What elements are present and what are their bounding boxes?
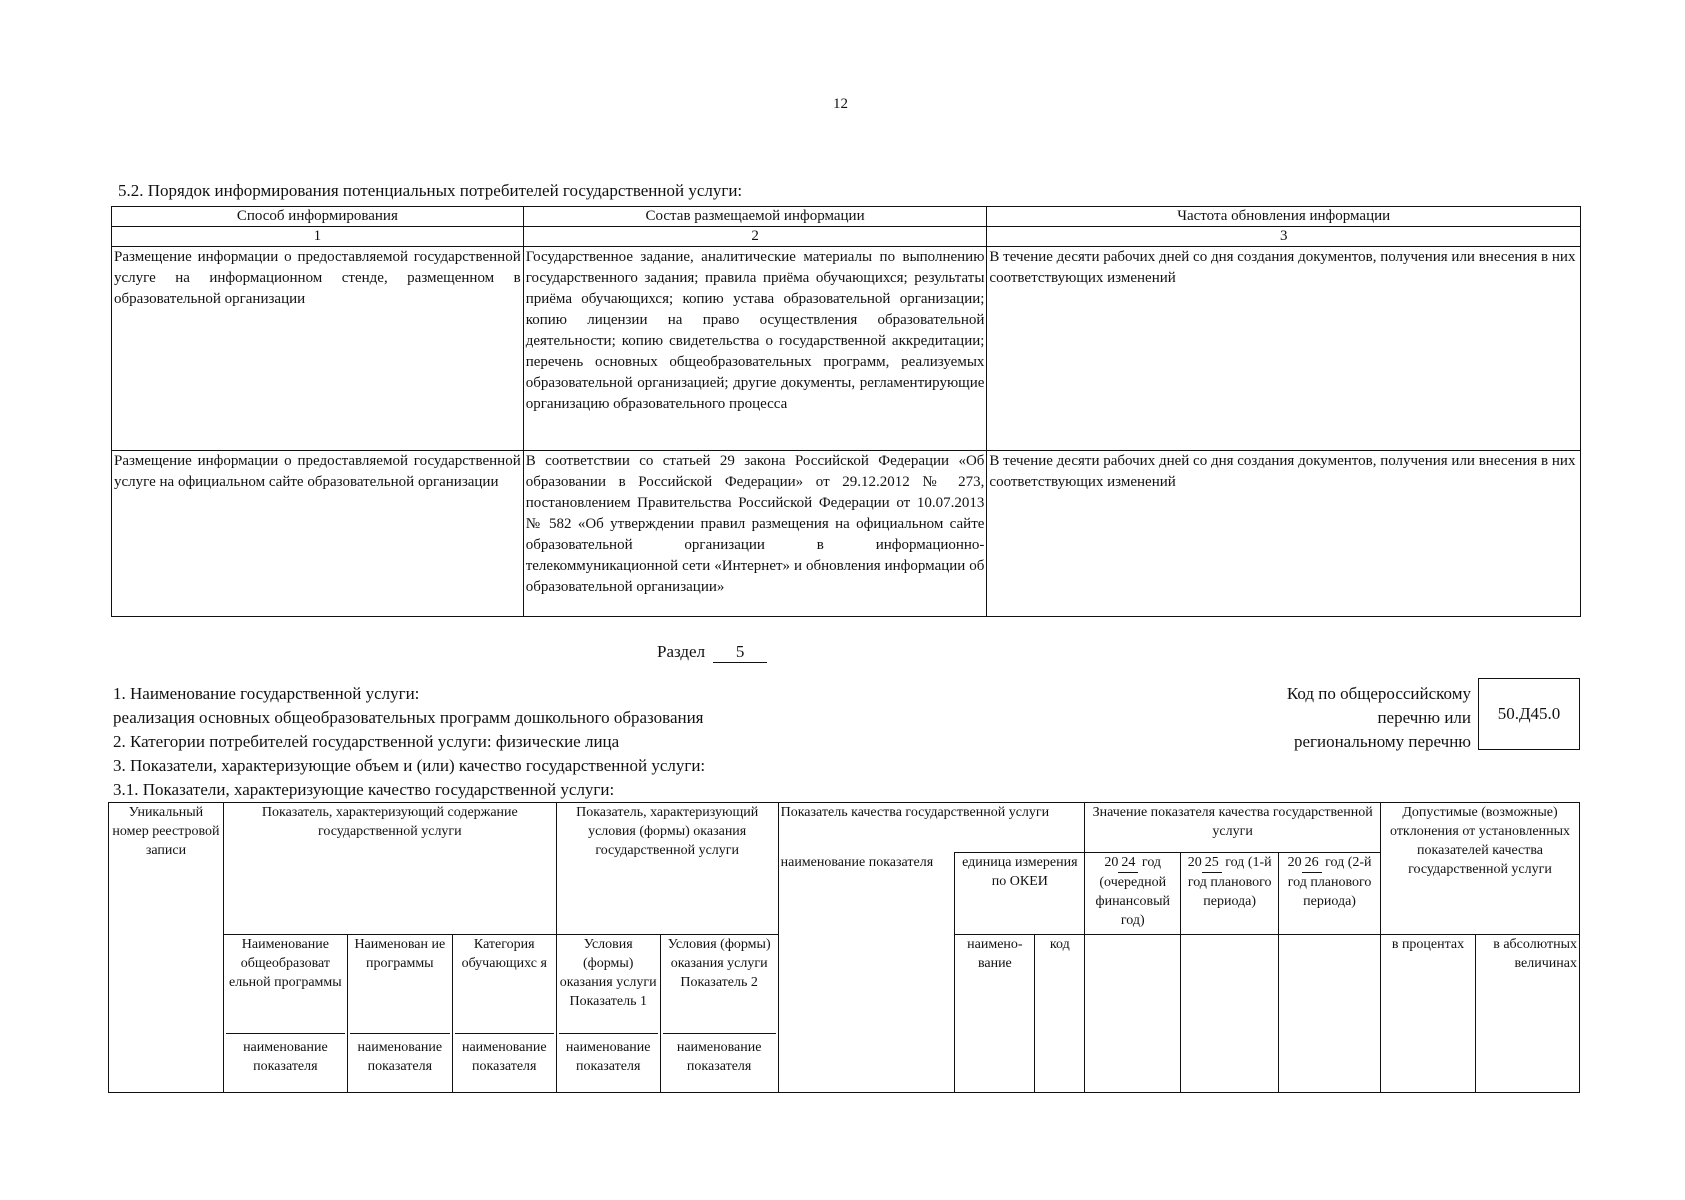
content-sub-2: Наименован ие программы наименование показателя [347,935,452,1093]
indicator-name-label: наименование показателя [455,1033,554,1076]
unit-header: единица измерения по ОКЕИ [955,853,1085,935]
indicator-name-label: наименование показателя [350,1033,450,1076]
quality-indicators-heading: 3.1. Показатели, характеризующие качество государственной услуги: [113,780,615,799]
indicator-name-label: наименование показателя [559,1033,658,1076]
method-cell: Размещение информации о предоставляемой государственной услуге на официальном сайте образовательной организации [112,451,524,617]
quality-indicator-header: Показатель качества государственной услуги [778,803,1085,853]
unique-number-header: Уникальный номер реестровой записи [109,803,224,1093]
column-number: 2 [523,227,987,247]
year-3-value [1279,935,1381,1093]
column-number: 1 [112,227,524,247]
quality-header-row [109,803,1580,853]
table-row [112,451,1581,617]
conditions-sub-1: Условия (формы) оказания услуги Показатель 1 наименование показателя [556,935,660,1093]
indicator-name-label: наименование показателя [663,1033,776,1076]
content-cell: В соответствии со статьей 29 закона Российской Федерации «Об образовании в Российской Федерации» от 29.12.2012 № 273, постановлением Правительства Российской Федерации от 10.07.2013 № 582 «Об утверждении правил размещения на официальном сайте образовательной организации в информационно-телекоммуникационной сети «Интернет» и обновления информации об образовательной организации» [523,451,987,617]
code-label: перечню или [1377,708,1471,727]
service-name-label: 1. Наименование государственной услуги: [113,684,420,703]
quality-indicator-name: наименование показателя [778,853,955,1093]
deviation-absolute-header: в абсолютных величинах [1475,935,1579,1093]
year-3-note: (2-й год планового периода) [1287,855,1372,909]
value-header: Значение показателя качества государственной услуги [1085,803,1381,853]
column-header: Состав размещаемой информации [523,207,987,227]
informing-table-header [112,207,1581,227]
conditions-sub-2: Условия (формы) оказания услуги Показатель 2 наименование показателя [660,935,778,1093]
content-indicator-header: Показатель, характеризующий содержание государственной услуги [223,803,556,935]
column-header: Способ информирования [112,207,524,227]
unit-code-header: код [1035,935,1085,1093]
column-header: Частота обновления информации [987,207,1581,227]
year-3: 26 [1302,853,1322,873]
year-2-header: 20 25 год (1-й год планового периода) [1181,853,1279,935]
section-5-2-heading: 5.2. Порядок информирования потенциальных потребителей государственной услуги: [118,181,743,200]
section-number: 5 [713,642,767,663]
year-1-note: (очередной финансовый год) [1095,875,1170,928]
frequency-cell: В течение десяти рабочих дней со дня создания документов, получения или внесения в них соответствующих изменений [987,451,1581,617]
content-sub-3: Категория обучающихс я наименование показателя [452,935,556,1093]
informing-table [111,206,1581,617]
frequency-cell: В течение десяти рабочих дней со дня создания документов, получения или внесения в них соответствующих изменений [987,247,1581,451]
year-1-value [1085,935,1181,1093]
year-2-value [1181,935,1279,1093]
section-label: Раздел [657,642,706,661]
consumer-category: 2. Категории потребителей государственной услуги: физические лица [113,732,620,751]
quality-table [108,802,1580,1093]
deviation-percent-header: в процентах [1381,935,1476,1093]
content-sub-1: Наименование общеобразоват ельной программы наименование показателя [223,935,347,1093]
content-cell: Государственное задание, аналитические материалы по выполнению государственного задания; правила приёма обучающихся; результаты приёма обучающихся; копию устава образовательной организации; копию лицензии на право осуществления образовательной деятельности; копию свидетельства о государственной аккредитации; перечень основных общеобразовательных программ, реализуемых образовательной организацией; другие документы, регламентирующие организацию образовательного процесса [523,247,987,451]
year-2-note: (1-й год планового периода) [1187,855,1272,909]
year-3-header: 20 26 год (2-й год планового периода) [1279,853,1381,935]
indicators-heading: 3. Показатели, характеризующие объем и (или) качество государственной услуги: [113,756,706,775]
method-cell: Размещение информации о предоставляемой государственной услуге на информационном стенде, размещенном в образовательной организации [112,247,524,451]
table-row [112,247,1581,451]
service-name: реализация основных общеобразовательных программ дошкольного образования [113,708,704,727]
year-2: 25 [1202,853,1222,873]
page-number: 12 [833,96,848,112]
code-value: 50.Д45.0 [1497,704,1561,723]
code-label: Код по общероссийскому [1286,684,1471,703]
column-number: 3 [987,227,1581,247]
conditions-indicator-header: Показатель, характеризующий условия (формы) оказания государственной услуги [556,803,778,935]
deviation-header: Допустимые (возможные) отклонения от установленных показателей качества государственной услуги [1381,803,1580,935]
informing-table-numbers [112,227,1581,247]
year-1: 24 [1118,853,1138,873]
indicator-name-label: наименование показателя [226,1033,345,1076]
unit-name-header: наимено-вание [955,935,1035,1093]
section-title [657,642,767,663]
year-1-header: 20 24 год (очередной финансовый год) [1085,853,1181,935]
code-label: региональному перечню [1293,732,1471,751]
code-box [1478,678,1580,750]
